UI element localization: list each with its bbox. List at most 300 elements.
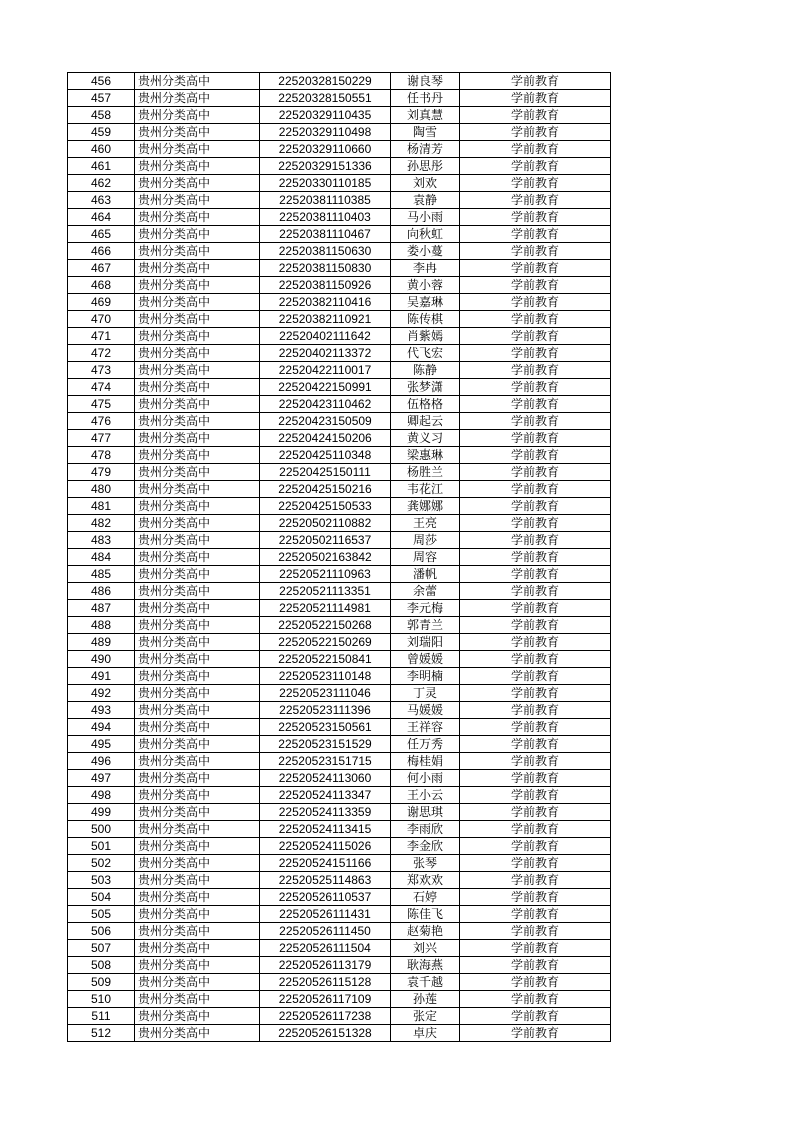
- major-cell: 学前教育: [460, 753, 611, 770]
- student-name-cell: 吴嘉琳: [391, 294, 460, 311]
- student-name-cell: 刘真慧: [391, 107, 460, 124]
- candidate-id-cell: 22520328150551: [260, 90, 391, 107]
- school-cell: 贵州分类高中: [135, 719, 260, 736]
- row-number-cell: 494: [68, 719, 135, 736]
- school-cell: 贵州分类高中: [135, 481, 260, 498]
- candidate-id-cell: 22520525114863: [260, 872, 391, 889]
- table-row: [68, 447, 611, 464]
- candidate-id-cell: 22520425150216: [260, 481, 391, 498]
- major-cell: 学前教育: [460, 362, 611, 379]
- table-row: [68, 73, 611, 90]
- student-name-cell: 卓庆: [391, 1025, 460, 1042]
- student-name-cell: 潘帆: [391, 566, 460, 583]
- student-name-cell: 王小云: [391, 787, 460, 804]
- row-number-cell: 459: [68, 124, 135, 141]
- candidate-id-cell: 22520526151328: [260, 1025, 391, 1042]
- table-row: [68, 141, 611, 158]
- student-name-cell: 陈佳飞: [391, 906, 460, 923]
- candidate-id-cell: 22520524113415: [260, 821, 391, 838]
- row-number-cell: 478: [68, 447, 135, 464]
- student-name-cell: 娄小蔓: [391, 243, 460, 260]
- student-name-cell: 张梦潇: [391, 379, 460, 396]
- school-cell: 贵州分类高中: [135, 685, 260, 702]
- table-row: [68, 192, 611, 209]
- school-cell: 贵州分类高中: [135, 396, 260, 413]
- candidate-id-cell: 22520329110498: [260, 124, 391, 141]
- candidate-id-cell: 22520524115026: [260, 838, 391, 855]
- student-name-cell: 赵菊艳: [391, 923, 460, 940]
- student-name-cell: 任万秀: [391, 736, 460, 753]
- major-cell: 学前教育: [460, 277, 611, 294]
- school-cell: 贵州分类高中: [135, 889, 260, 906]
- student-name-cell: 李雨欣: [391, 821, 460, 838]
- candidate-id-cell: 22520523150561: [260, 719, 391, 736]
- row-number-cell: 485: [68, 566, 135, 583]
- major-cell: 学前教育: [460, 260, 611, 277]
- row-number-cell: 463: [68, 192, 135, 209]
- candidate-id-cell: 22520524113347: [260, 787, 391, 804]
- table-row: [68, 736, 611, 753]
- row-number-cell: 504: [68, 889, 135, 906]
- student-name-cell: 张定: [391, 1008, 460, 1025]
- candidate-id-cell: 22520422150991: [260, 379, 391, 396]
- candidate-id-cell: 22520523110148: [260, 668, 391, 685]
- candidate-id-cell: 22520381150830: [260, 260, 391, 277]
- student-name-cell: 谢思琪: [391, 804, 460, 821]
- row-number-cell: 487: [68, 600, 135, 617]
- row-number-cell: 466: [68, 243, 135, 260]
- table-row: [68, 906, 611, 923]
- row-number-cell: 464: [68, 209, 135, 226]
- major-cell: 学前教育: [460, 821, 611, 838]
- major-cell: 学前教育: [460, 481, 611, 498]
- candidate-id-cell: 22520502163842: [260, 549, 391, 566]
- school-cell: 贵州分类高中: [135, 651, 260, 668]
- candidate-id-cell: 22520526111504: [260, 940, 391, 957]
- table-row: [68, 124, 611, 141]
- table-row: [68, 566, 611, 583]
- table-row: [68, 770, 611, 787]
- school-cell: 贵州分类高中: [135, 668, 260, 685]
- school-cell: 贵州分类高中: [135, 379, 260, 396]
- table-row: [68, 1025, 611, 1042]
- row-number-cell: 505: [68, 906, 135, 923]
- table-row: [68, 311, 611, 328]
- school-cell: 贵州分类高中: [135, 566, 260, 583]
- school-cell: 贵州分类高中: [135, 192, 260, 209]
- table-row: [68, 991, 611, 1008]
- table-row: [68, 515, 611, 532]
- school-cell: 贵州分类高中: [135, 294, 260, 311]
- school-cell: 贵州分类高中: [135, 617, 260, 634]
- row-number-cell: 469: [68, 294, 135, 311]
- candidate-id-cell: 22520402113372: [260, 345, 391, 362]
- candidate-id-cell: 22520382110416: [260, 294, 391, 311]
- student-name-cell: 梅桂娟: [391, 753, 460, 770]
- row-number-cell: 481: [68, 498, 135, 515]
- major-cell: 学前教育: [460, 175, 611, 192]
- table-row: [68, 175, 611, 192]
- school-cell: 贵州分类高中: [135, 855, 260, 872]
- major-cell: 学前教育: [460, 702, 611, 719]
- school-cell: 贵州分类高中: [135, 923, 260, 940]
- student-name-cell: 郭青兰: [391, 617, 460, 634]
- major-cell: 学前教育: [460, 243, 611, 260]
- table-body: [68, 73, 611, 1042]
- major-cell: 学前教育: [460, 90, 611, 107]
- student-name-cell: 伍格格: [391, 396, 460, 413]
- major-cell: 学前教育: [460, 158, 611, 175]
- school-cell: 贵州分类高中: [135, 124, 260, 141]
- candidate-id-cell: 22520523111396: [260, 702, 391, 719]
- major-cell: 学前教育: [460, 447, 611, 464]
- row-number-cell: 506: [68, 923, 135, 940]
- major-cell: 学前教育: [460, 1025, 611, 1042]
- candidate-id-cell: 22520526115128: [260, 974, 391, 991]
- candidate-id-cell: 22520329110660: [260, 141, 391, 158]
- candidate-id-cell: 22520502110882: [260, 515, 391, 532]
- major-cell: 学前教育: [460, 549, 611, 566]
- table-row: [68, 787, 611, 804]
- candidate-id-cell: 22520526111431: [260, 906, 391, 923]
- row-number-cell: 502: [68, 855, 135, 872]
- school-cell: 贵州分类高中: [135, 1025, 260, 1042]
- major-cell: 学前教育: [460, 770, 611, 787]
- student-name-cell: 杨清芳: [391, 141, 460, 158]
- student-name-cell: 曾媛媛: [391, 651, 460, 668]
- school-cell: 贵州分类高中: [135, 600, 260, 617]
- candidate-id-cell: 22520521110963: [260, 566, 391, 583]
- student-name-cell: 王祥容: [391, 719, 460, 736]
- table-row: [68, 957, 611, 974]
- table-row: [68, 974, 611, 991]
- row-number-cell: 483: [68, 532, 135, 549]
- major-cell: 学前教育: [460, 532, 611, 549]
- table-row: [68, 396, 611, 413]
- table-row: [68, 498, 611, 515]
- school-cell: 贵州分类高中: [135, 175, 260, 192]
- school-cell: 贵州分类高中: [135, 260, 260, 277]
- student-name-cell: 向秋虹: [391, 226, 460, 243]
- table-row: [68, 464, 611, 481]
- row-number-cell: 468: [68, 277, 135, 294]
- student-name-cell: 陶雪: [391, 124, 460, 141]
- student-name-cell: 李元梅: [391, 600, 460, 617]
- candidate-id-cell: 22520381110467: [260, 226, 391, 243]
- candidate-id-cell: 22520523151529: [260, 736, 391, 753]
- row-number-cell: 503: [68, 872, 135, 889]
- row-number-cell: 497: [68, 770, 135, 787]
- major-cell: 学前教育: [460, 668, 611, 685]
- major-cell: 学前教育: [460, 192, 611, 209]
- major-cell: 学前教育: [460, 498, 611, 515]
- candidate-id-cell: 22520526113179: [260, 957, 391, 974]
- school-cell: 贵州分类高中: [135, 73, 260, 90]
- table-row: [68, 855, 611, 872]
- row-number-cell: 499: [68, 804, 135, 821]
- table-row: [68, 668, 611, 685]
- row-number-cell: 495: [68, 736, 135, 753]
- candidate-id-cell: 22520524113060: [260, 770, 391, 787]
- major-cell: 学前教育: [460, 226, 611, 243]
- candidate-id-cell: 22520381110403: [260, 209, 391, 226]
- row-number-cell: 480: [68, 481, 135, 498]
- table-row: [68, 753, 611, 770]
- major-cell: 学前教育: [460, 957, 611, 974]
- student-name-cell: 马媛媛: [391, 702, 460, 719]
- row-number-cell: 489: [68, 634, 135, 651]
- student-name-cell: 李冉: [391, 260, 460, 277]
- row-number-cell: 490: [68, 651, 135, 668]
- school-cell: 贵州分类高中: [135, 515, 260, 532]
- row-number-cell: 476: [68, 413, 135, 430]
- candidate-id-cell: 22520422110017: [260, 362, 391, 379]
- major-cell: 学前教育: [460, 889, 611, 906]
- candidate-id-cell: 22520502116537: [260, 532, 391, 549]
- row-number-cell: 508: [68, 957, 135, 974]
- school-cell: 贵州分类高中: [135, 107, 260, 124]
- student-name-cell: 卿起云: [391, 413, 460, 430]
- student-name-cell: 刘兴: [391, 940, 460, 957]
- candidate-id-cell: 22520523111046: [260, 685, 391, 702]
- table-row: [68, 804, 611, 821]
- table-row: [68, 634, 611, 651]
- major-cell: 学前教育: [460, 787, 611, 804]
- school-cell: 贵州分类高中: [135, 838, 260, 855]
- school-cell: 贵州分类高中: [135, 957, 260, 974]
- major-cell: 学前教育: [460, 294, 611, 311]
- candidate-id-cell: 22520524113359: [260, 804, 391, 821]
- school-cell: 贵州分类高中: [135, 362, 260, 379]
- row-number-cell: 492: [68, 685, 135, 702]
- candidate-id-cell: 22520526117109: [260, 991, 391, 1008]
- row-number-cell: 507: [68, 940, 135, 957]
- school-cell: 贵州分类高中: [135, 90, 260, 107]
- row-number-cell: 473: [68, 362, 135, 379]
- major-cell: 学前教育: [460, 923, 611, 940]
- candidate-id-cell: 22520424150206: [260, 430, 391, 447]
- school-cell: 贵州分类高中: [135, 702, 260, 719]
- school-cell: 贵州分类高中: [135, 804, 260, 821]
- row-number-cell: 511: [68, 1008, 135, 1025]
- school-cell: 贵州分类高中: [135, 328, 260, 345]
- table-row: [68, 889, 611, 906]
- table-row: [68, 532, 611, 549]
- school-cell: 贵州分类高中: [135, 447, 260, 464]
- row-number-cell: 498: [68, 787, 135, 804]
- major-cell: 学前教育: [460, 73, 611, 90]
- row-number-cell: 461: [68, 158, 135, 175]
- table-row: [68, 600, 611, 617]
- school-cell: 贵州分类高中: [135, 277, 260, 294]
- student-name-cell: 耿海燕: [391, 957, 460, 974]
- student-name-cell: 孙思彤: [391, 158, 460, 175]
- school-cell: 贵州分类高中: [135, 753, 260, 770]
- major-cell: 学前教育: [460, 328, 611, 345]
- candidate-id-cell: 22520330110185: [260, 175, 391, 192]
- student-name-cell: 周莎: [391, 532, 460, 549]
- school-cell: 贵州分类高中: [135, 583, 260, 600]
- school-cell: 贵州分类高中: [135, 940, 260, 957]
- student-name-cell: 代飞宏: [391, 345, 460, 362]
- major-cell: 学前教育: [460, 634, 611, 651]
- row-number-cell: 510: [68, 991, 135, 1008]
- table-row: [68, 107, 611, 124]
- student-name-cell: 周容: [391, 549, 460, 566]
- school-cell: 贵州分类高中: [135, 549, 260, 566]
- candidate-id-cell: 22520521113351: [260, 583, 391, 600]
- major-cell: 学前教育: [460, 464, 611, 481]
- school-cell: 贵州分类高中: [135, 991, 260, 1008]
- major-cell: 学前教育: [460, 872, 611, 889]
- table-row: [68, 413, 611, 430]
- school-cell: 贵州分类高中: [135, 345, 260, 362]
- admission-list-table: [67, 72, 611, 1042]
- school-cell: 贵州分类高中: [135, 413, 260, 430]
- row-number-cell: 501: [68, 838, 135, 855]
- row-number-cell: 456: [68, 73, 135, 90]
- row-number-cell: 472: [68, 345, 135, 362]
- major-cell: 学前教育: [460, 396, 611, 413]
- major-cell: 学前教育: [460, 855, 611, 872]
- row-number-cell: 460: [68, 141, 135, 158]
- student-name-cell: 杨胜兰: [391, 464, 460, 481]
- major-cell: 学前教育: [460, 838, 611, 855]
- major-cell: 学前教育: [460, 515, 611, 532]
- row-number-cell: 479: [68, 464, 135, 481]
- row-number-cell: 465: [68, 226, 135, 243]
- candidate-id-cell: 22520522150268: [260, 617, 391, 634]
- major-cell: 学前教育: [460, 1008, 611, 1025]
- school-cell: 贵州分类高中: [135, 770, 260, 787]
- row-number-cell: 462: [68, 175, 135, 192]
- row-number-cell: 474: [68, 379, 135, 396]
- school-cell: 贵州分类高中: [135, 498, 260, 515]
- table-row: [68, 719, 611, 736]
- candidate-id-cell: 22520425150111: [260, 464, 391, 481]
- candidate-id-cell: 22520329110435: [260, 107, 391, 124]
- school-cell: 贵州分类高中: [135, 141, 260, 158]
- table-row: [68, 702, 611, 719]
- student-name-cell: 梁惠琳: [391, 447, 460, 464]
- candidate-id-cell: 22520523151715: [260, 753, 391, 770]
- table-row: [68, 243, 611, 260]
- student-name-cell: 马小雨: [391, 209, 460, 226]
- candidate-id-cell: 22520521114981: [260, 600, 391, 617]
- table-row: [68, 379, 611, 396]
- table-row: [68, 838, 611, 855]
- student-name-cell: 袁静: [391, 192, 460, 209]
- student-name-cell: 刘欢: [391, 175, 460, 192]
- student-name-cell: 陈静: [391, 362, 460, 379]
- candidate-id-cell: 22520382110921: [260, 311, 391, 328]
- row-number-cell: 488: [68, 617, 135, 634]
- major-cell: 学前教育: [460, 974, 611, 991]
- major-cell: 学前教育: [460, 804, 611, 821]
- row-number-cell: 471: [68, 328, 135, 345]
- row-number-cell: 482: [68, 515, 135, 532]
- school-cell: 贵州分类高中: [135, 532, 260, 549]
- student-name-cell: 韦花江: [391, 481, 460, 498]
- candidate-id-cell: 22520526110537: [260, 889, 391, 906]
- candidate-id-cell: 22520522150269: [260, 634, 391, 651]
- row-number-cell: 457: [68, 90, 135, 107]
- table-row: [68, 481, 611, 498]
- student-name-cell: 孙莲: [391, 991, 460, 1008]
- student-name-cell: 黄义习: [391, 430, 460, 447]
- major-cell: 学前教育: [460, 345, 611, 362]
- major-cell: 学前教育: [460, 107, 611, 124]
- school-cell: 贵州分类高中: [135, 243, 260, 260]
- row-number-cell: 491: [68, 668, 135, 685]
- table-row: [68, 651, 611, 668]
- student-name-cell: 袁千越: [391, 974, 460, 991]
- major-cell: 学前教育: [460, 124, 611, 141]
- candidate-id-cell: 22520381110385: [260, 192, 391, 209]
- row-number-cell: 475: [68, 396, 135, 413]
- school-cell: 贵州分类高中: [135, 634, 260, 651]
- table-row: [68, 226, 611, 243]
- table-row: [68, 328, 611, 345]
- school-cell: 贵州分类高中: [135, 974, 260, 991]
- student-name-cell: 龚娜娜: [391, 498, 460, 515]
- student-name-cell: 肖紫嫣: [391, 328, 460, 345]
- major-cell: 学前教育: [460, 940, 611, 957]
- table-row: [68, 158, 611, 175]
- table-row: [68, 617, 611, 634]
- school-cell: 贵州分类高中: [135, 872, 260, 889]
- table-row: [68, 940, 611, 957]
- major-cell: 学前教育: [460, 141, 611, 158]
- school-cell: 贵州分类高中: [135, 311, 260, 328]
- candidate-id-cell: 22520423110462: [260, 396, 391, 413]
- major-cell: 学前教育: [460, 685, 611, 702]
- school-cell: 贵州分类高中: [135, 821, 260, 838]
- candidate-id-cell: 22520328150229: [260, 73, 391, 90]
- candidate-id-cell: 22520329151336: [260, 158, 391, 175]
- student-name-cell: 王亮: [391, 515, 460, 532]
- student-name-cell: 张琴: [391, 855, 460, 872]
- row-number-cell: 512: [68, 1025, 135, 1042]
- table-row: [68, 549, 611, 566]
- major-cell: 学前教育: [460, 651, 611, 668]
- row-number-cell: 458: [68, 107, 135, 124]
- major-cell: 学前教育: [460, 209, 611, 226]
- row-number-cell: 477: [68, 430, 135, 447]
- student-name-cell: 丁灵: [391, 685, 460, 702]
- candidate-id-cell: 22520524151166: [260, 855, 391, 872]
- student-name-cell: 刘瑞阳: [391, 634, 460, 651]
- candidate-id-cell: 22520381150926: [260, 277, 391, 294]
- school-cell: 贵州分类高中: [135, 906, 260, 923]
- table-row: [68, 1008, 611, 1025]
- table-row: [68, 260, 611, 277]
- major-cell: 学前教育: [460, 719, 611, 736]
- row-number-cell: 496: [68, 753, 135, 770]
- student-name-cell: 任书丹: [391, 90, 460, 107]
- candidate-id-cell: 22520423150509: [260, 413, 391, 430]
- row-number-cell: 500: [68, 821, 135, 838]
- school-cell: 贵州分类高中: [135, 464, 260, 481]
- row-number-cell: 470: [68, 311, 135, 328]
- candidate-id-cell: 22520522150841: [260, 651, 391, 668]
- table-row: [68, 923, 611, 940]
- candidate-id-cell: 22520526111450: [260, 923, 391, 940]
- table-row: [68, 90, 611, 107]
- table-row: [68, 685, 611, 702]
- school-cell: 贵州分类高中: [135, 736, 260, 753]
- table-row: [68, 209, 611, 226]
